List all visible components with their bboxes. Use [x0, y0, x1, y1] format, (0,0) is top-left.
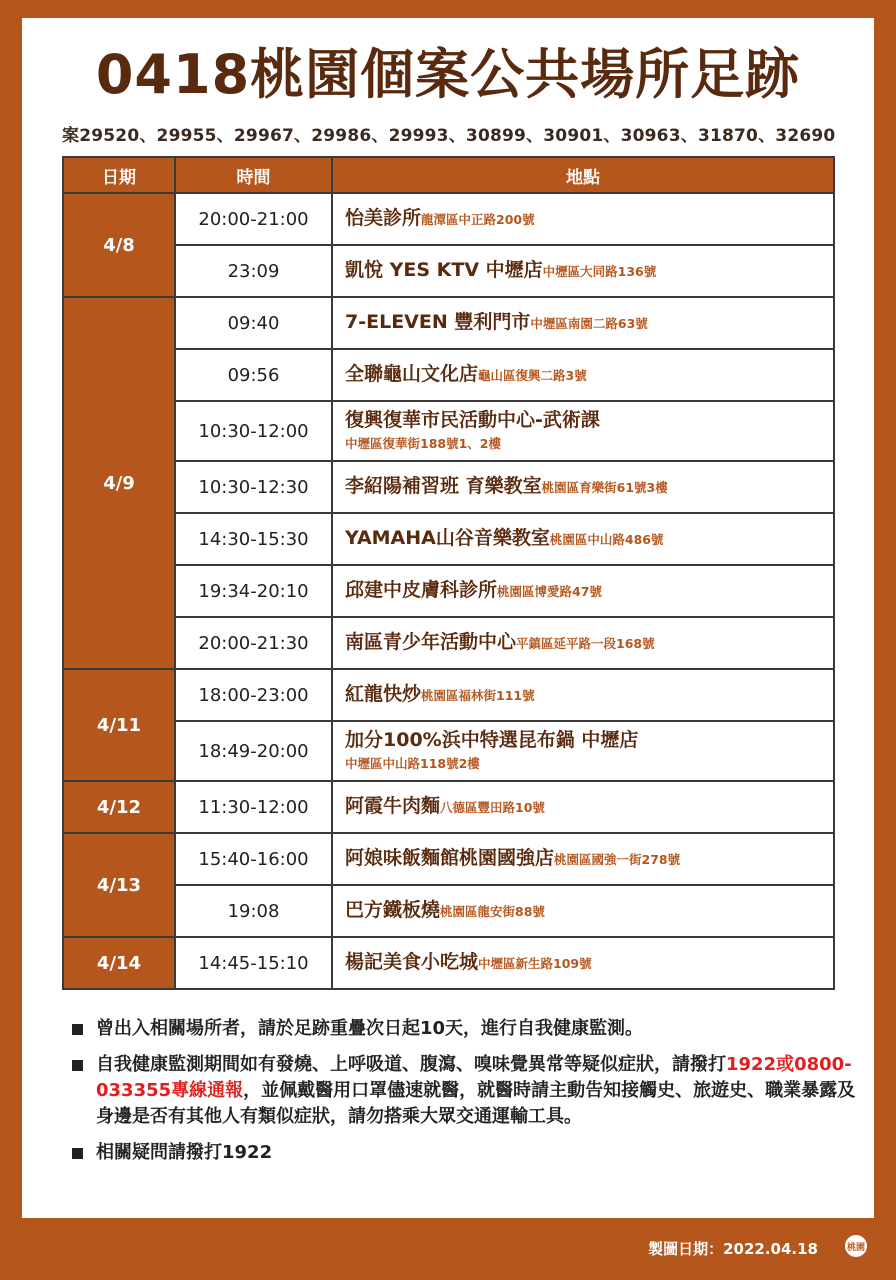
place-cell — [332, 297, 834, 349]
time-cell: 09:40 — [175, 297, 332, 349]
place-cell — [332, 885, 834, 937]
table-row — [63, 833, 834, 885]
time-cell: 18:00-23:00 — [175, 669, 332, 721]
place-address: 桃園區育樂街61號3樓 — [541, 480, 668, 496]
square-bullet-icon — [72, 1060, 83, 1071]
square-bullet-icon — [72, 1148, 83, 1159]
place-cell — [332, 781, 834, 833]
time-cell: 23:09 — [175, 245, 332, 297]
table-row — [63, 513, 834, 565]
footprint-table — [62, 156, 835, 990]
place-cell — [332, 461, 834, 513]
table-body — [63, 193, 834, 989]
place-name: 巴方鐵板燒 — [345, 899, 441, 922]
date-cell: 4/8 — [63, 193, 175, 297]
place-address: 中壢區大同路136號 — [542, 264, 657, 280]
table-row — [63, 721, 834, 781]
table-row — [63, 297, 834, 349]
place-name: 紅龍快炒 — [345, 683, 422, 706]
table-row — [63, 669, 834, 721]
time-cell: 11:30-12:00 — [175, 781, 332, 833]
place-address: 龜山區復興二路3號 — [478, 368, 587, 384]
table-row — [63, 617, 834, 669]
notes-section — [72, 1016, 862, 1176]
time-cell: 18:49-20:00 — [175, 721, 332, 781]
table-row — [63, 193, 834, 245]
place-name: 阿霞牛肉麵 — [345, 795, 441, 818]
place-name: 加分100%浜中特選昆布鍋 中壢店 — [345, 729, 639, 752]
place-cell — [332, 513, 834, 565]
time-cell: 19:34-20:10 — [175, 565, 332, 617]
note-text: 自我健康監測期間如有發燒、上呼吸道、腹瀉、嗅味覺異常等疑似症狀，請撥打 — [96, 1054, 726, 1075]
time-cell: 10:30-12:00 — [175, 401, 332, 461]
place-name: 李紹陽補習班 育樂教室 — [345, 475, 542, 498]
note-item — [72, 1052, 862, 1130]
place-name: 全聯龜山文化店 — [345, 363, 479, 386]
time-cell: 14:45-15:10 — [175, 937, 332, 989]
place-address: 桃園區國強一街278號 — [554, 852, 681, 868]
time-cell: 19:08 — [175, 885, 332, 937]
hotline-text: 1922或0800-033355專線通報 — [96, 1054, 852, 1101]
date-cell: 4/9 — [63, 297, 175, 669]
place-cell — [332, 565, 834, 617]
place-cell — [332, 669, 834, 721]
date-cell: 4/12 — [63, 781, 175, 833]
date-cell: 4/11 — [63, 669, 175, 781]
place-address: 桃園區龍安街88號 — [440, 904, 545, 920]
taoyuan-seal-icon: 桃園 — [845, 1235, 867, 1257]
place-address: 桃園區博愛路47號 — [497, 584, 602, 600]
table-row — [63, 401, 834, 461]
place-cell — [332, 833, 834, 885]
place-name: 凱悅 YES KTV 中壢店 — [345, 259, 543, 282]
note-item — [72, 1016, 862, 1042]
place-address: 八德區豐田路10號 — [440, 800, 545, 816]
table-row — [63, 349, 834, 401]
header-place: 地點 — [332, 157, 834, 193]
place-address: 桃園區中山路486號 — [549, 532, 664, 548]
place-cell — [332, 245, 834, 297]
place-cell — [332, 401, 834, 461]
place-name: 南區青少年活動中心 — [345, 631, 517, 654]
date-cell: 4/13 — [63, 833, 175, 937]
table-row — [63, 885, 834, 937]
place-name: YAMAHA山谷音樂教室 — [345, 527, 550, 550]
table-header-row — [63, 157, 834, 193]
table-row — [63, 245, 834, 297]
note-text: 相關疑問請撥打1922 — [96, 1142, 273, 1163]
place-cell — [332, 617, 834, 669]
time-cell: 14:30-15:30 — [175, 513, 332, 565]
page-title: 0418桃園個案公共場所足跡 — [95, 43, 801, 106]
place-address: 中壢區新生路109號 — [478, 956, 592, 972]
time-cell: 20:00-21:00 — [175, 193, 332, 245]
place-cell — [332, 721, 834, 781]
place-name: 怡美診所 — [345, 207, 422, 230]
place-name: 楊記美食小吃城 — [345, 951, 479, 974]
time-cell: 20:00-21:30 — [175, 617, 332, 669]
header-date: 日期 — [63, 157, 175, 193]
place-cell — [332, 193, 834, 245]
place-address: 中壢區中山路118號2樓 — [345, 755, 480, 771]
table-row — [63, 781, 834, 833]
place-address: 桃園區福林街111號 — [421, 688, 535, 704]
time-cell: 09:56 — [175, 349, 332, 401]
square-bullet-icon — [72, 1024, 83, 1035]
note-item — [72, 1140, 862, 1166]
place-name: 邱建中皮膚科診所 — [345, 579, 498, 602]
time-cell: 10:30-12:30 — [175, 461, 332, 513]
place-name: 7-ELEVEN 豐利門市 — [345, 311, 531, 334]
date-cell: 4/14 — [63, 937, 175, 989]
note-text: 曾出入相關場所者，請於足跡重疊次日起10天，進行自我健康監測。 — [96, 1018, 644, 1039]
place-name: 復興復華市民活動中心-武術課 — [345, 409, 600, 432]
header-time: 時間 — [175, 157, 332, 193]
place-address: 中壢區南園二路63號 — [530, 316, 648, 332]
table-row — [63, 565, 834, 617]
table-row — [63, 937, 834, 989]
place-address: 龍潭區中正路200號 — [421, 212, 535, 228]
place-cell — [332, 349, 834, 401]
place-address: 平鎮區延平路一段168號 — [516, 636, 655, 652]
time-cell: 15:40-16:00 — [175, 833, 332, 885]
case-numbers: 案29520、29955、29967、29986、29993、30899、30901、30963、31870、32690 — [62, 126, 836, 146]
place-cell — [332, 937, 834, 989]
note-text: ，並佩戴醫用口罩儘速就醫，就醫時請主動告知接觸史、旅遊史、職業暴露及身邊是否有其他人有類似症狀，請勿搭乘大眾交通運輸工具。 — [96, 1080, 856, 1127]
table-row — [63, 461, 834, 513]
place-name: 阿娘味飯麵館桃園國強店 — [345, 847, 555, 870]
production-date: 製圖日期：2022.04.18 — [648, 1240, 818, 1258]
place-address: 中壢區復華街188號1、2樓 — [345, 435, 501, 451]
